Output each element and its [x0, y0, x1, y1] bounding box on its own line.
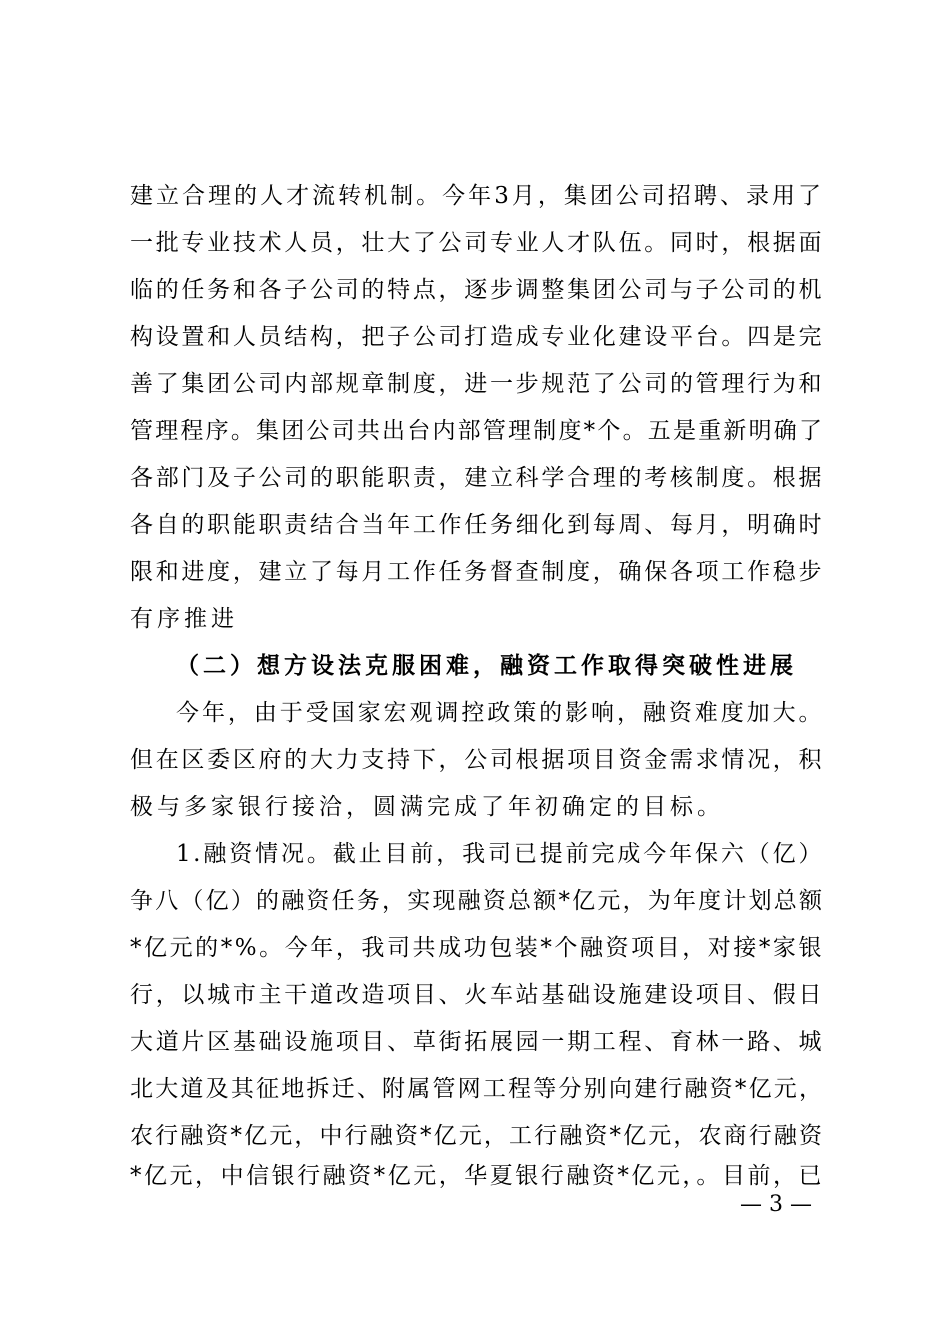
text-line: 行，以城市主干道改造项目、火车站基础设施建设项目、假日: [130, 982, 824, 1008]
text-line: 但在区委区府的大力支持下，公司根据项目资金需求情况，积: [130, 747, 824, 773]
page-number: — 3 —: [740, 1192, 812, 1217]
text-line: 各自的职能职责结合当年工作任务细化到每周、每月，明确时: [130, 512, 824, 538]
section-heading: （二）想方设法克服困难，融资工作取得突破性进展: [176, 652, 797, 679]
text-line: 农行融资*亿元，中行融资*亿元，工行融资*亿元，农商行融资: [130, 1123, 824, 1149]
text-line: 今年，由于受国家宏观调控政策的影响，融资难度加大。: [176, 700, 824, 726]
text-line: 北大道及其征地拆迁、附属管网工程等分别向建行融资*亿元，: [130, 1076, 824, 1102]
text-line: 有序推进: [130, 606, 238, 632]
text-line: 管理程序。集团公司共出台内部管理制度*个。五是重新明确了: [130, 418, 824, 444]
text-line: 善了集团公司内部规章制度，进一步规范了公司的管理行为和: [130, 371, 824, 397]
text-line: 一批专业技术人员，壮大了公司专业人才队伍。同时，根据面: [130, 230, 824, 256]
text-line: 各部门及子公司的职能职责，建立科学合理的考核制度。根据: [130, 465, 824, 491]
text-line: 1.融资情况。截止目前，我司已提前完成今年保六（亿）: [176, 841, 824, 867]
text-line: *亿元的*%。今年，我司共成功包装*个融资项目，对接*家银: [130, 935, 824, 961]
text-line: 临的任务和各子公司的特点，逐步调整集团公司与子公司的机: [130, 277, 824, 303]
text-line: 极与多家银行接洽，圆满完成了年初确定的目标。: [130, 794, 724, 820]
text-line: 建立合理的人才流转机制。今年3月，集团公司招聘、录用了: [130, 183, 824, 209]
text-line: *亿元，中信银行融资*亿元，华夏银行融资*亿元，。目前，已: [130, 1163, 824, 1189]
text-line: 限和进度，建立了每月工作任务督查制度，确保各项工作稳步: [130, 559, 824, 585]
text-line: 大道片区基础设施项目、草街拓展园一期工程、育林一路、城: [130, 1029, 824, 1055]
text-line: 争八（亿）的融资任务，实现融资总额*亿元，为年度计划总额: [130, 888, 824, 914]
text-line: 构设置和人员结构，把子公司打造成专业化建设平台。四是完: [130, 324, 824, 350]
